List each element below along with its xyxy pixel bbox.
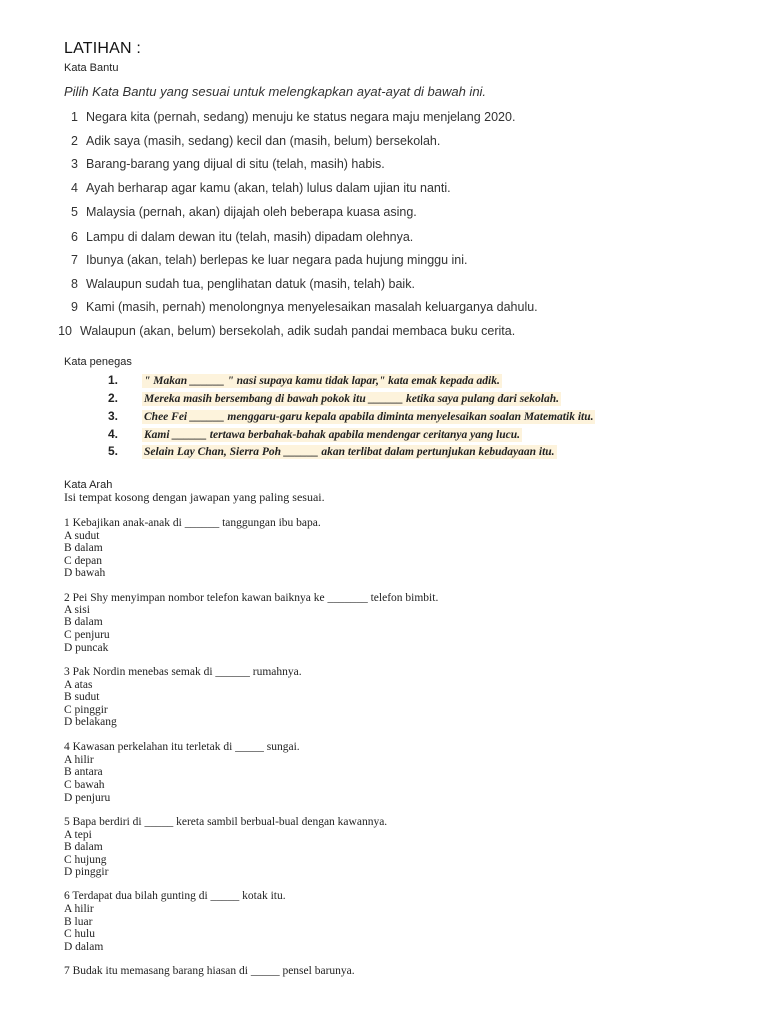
item-text: Mereka masih bersembang di bawah pokok itu ______ ketika saya pulang dari sekolah. <box>144 393 559 405</box>
question-4: 4 Kawasan perkelahan itu terletak di _____ sungai. <box>64 741 300 753</box>
item-number: 8 <box>71 277 78 291</box>
option-a: A atas <box>64 679 93 691</box>
option-d: D puncak <box>64 642 109 654</box>
option-b: B dalam <box>64 841 103 853</box>
item-text: Selain Lay Chan, Sierra Poh ______ akan terlibat dalam pertunjukan kebudayaan itu. <box>144 446 555 458</box>
option-b: B dalam <box>64 542 103 554</box>
item-number: 4 <box>71 181 78 195</box>
option-b: B antara <box>64 766 103 778</box>
option-c: C penjuru <box>64 629 110 641</box>
section-heading-kata-arah: Kata Arah <box>64 479 113 491</box>
item-text: Chee Fei ______ menggaru-garu kepala apabila diminta menyelesaikan soalan Matematik itu. <box>144 411 594 423</box>
item-text: Ayah berharap agar kamu (akan, telah) lulus dalam ujian itu nanti. <box>86 181 451 195</box>
list-item <box>108 427 522 441</box>
item-number: 2 <box>71 134 78 148</box>
item-number: 3 <box>71 157 78 171</box>
option-a: A hilir <box>64 754 94 766</box>
list-item <box>46 134 440 148</box>
item-number: 9 <box>71 300 78 314</box>
option-d: D dalam <box>64 941 104 953</box>
option-c: C hujung <box>64 854 107 866</box>
list-item <box>108 444 557 458</box>
list-item <box>46 277 415 291</box>
item-number: 6 <box>71 230 78 244</box>
list-item <box>40 324 515 338</box>
item-text: Kami ______ tertawa berbahak-bahak apabila mendengar ceritanya yang lucu. <box>144 429 521 441</box>
list-item <box>46 157 385 171</box>
list-item <box>108 391 561 405</box>
list-item <box>46 300 538 314</box>
option-b: B dalam <box>64 616 103 628</box>
option-a: A sisi <box>64 604 90 616</box>
question-2: 2 Pei Shy menyimpan nombor telefon kawan baiknya ke _______ telefon bimbit. <box>64 592 439 604</box>
item-number: 7 <box>71 253 78 267</box>
option-a: A hilir <box>64 903 94 915</box>
item-text: Adik saya (masih, sedang) kecil dan (masih, belum) bersekolah. <box>86 134 441 148</box>
instruction-kata-bantu: Pilih Kata Bantu yang sesuai untuk melengkapkan ayat-ayat di bawah ini. <box>64 84 487 99</box>
option-d: D penjuru <box>64 792 111 804</box>
option-d: D belakang <box>64 716 117 728</box>
question-3: 3 Pak Nordin menebas semak di ______ rumahnya. <box>64 666 302 678</box>
option-c: C pinggir <box>64 704 108 716</box>
item-text: " Makan ______ " nasi supaya kamu tidak lapar," kata emak kepada adik. <box>144 375 500 387</box>
item-number: 2. <box>108 391 119 405</box>
list-item <box>46 253 468 267</box>
option-a: A tepi <box>64 829 92 841</box>
item-number: 3. <box>108 409 119 423</box>
list-item <box>108 409 595 423</box>
item-text: Ibunya (akan, telah) berlepas ke luar negara pada hujung minggu ini. <box>86 253 468 267</box>
list-item <box>46 205 417 219</box>
item-number: 1. <box>108 373 119 387</box>
item-text: Kami (masih, pernah) menolongnya menyelesaikan masalah keluarganya dahulu. <box>86 300 538 314</box>
item-text: Barang-barang yang dijual di situ (telah, masih) habis. <box>86 157 385 171</box>
item-text: Walaupun (akan, belum) bersekolah, adik sudah pandai membaca buku cerita. <box>80 324 516 338</box>
option-a: A sudut <box>64 530 100 542</box>
question-7: 7 Budak itu memasang barang hiasan di _____ pensel barunya. <box>64 965 355 977</box>
list-item <box>46 110 515 124</box>
question-1: 1 Kebajikan anak-anak di ______ tanggungan ibu bapa. <box>64 517 321 529</box>
option-b: B luar <box>64 916 93 928</box>
option-d: D pinggir <box>64 866 109 878</box>
section-heading-kata-penegas: Kata penegas <box>64 356 132 368</box>
option-c: C bawah <box>64 779 105 791</box>
section-heading-kata-bantu: Kata Bantu <box>64 62 119 74</box>
item-number: 1 <box>71 110 78 124</box>
item-text: Lampu di dalam dewan itu (telah, masih) dipadam olehnya. <box>86 230 414 244</box>
item-text: Walaupun sudah tua, penglihatan datuk (masih, telah) baik. <box>86 277 415 291</box>
list-item <box>46 181 451 195</box>
option-b: B sudut <box>64 691 100 703</box>
option-c: C depan <box>64 555 103 567</box>
item-number: 4. <box>108 427 119 441</box>
item-text: Malaysia (pernah, akan) dijajah oleh beberapa kuasa asing. <box>86 205 417 219</box>
item-text: Negara kita (pernah, sedang) menuju ke status negara maju menjelang 2020. <box>86 110 516 124</box>
item-number: 5 <box>71 205 78 219</box>
instruction-kata-arah: Isi tempat kosong dengan jawapan yang paling sesuai. <box>64 490 325 504</box>
list-item <box>108 373 502 387</box>
option-d: D bawah <box>64 567 106 579</box>
item-number: 10 <box>58 324 72 338</box>
question-6: 6 Terdapat dua bilah gunting di _____ kotak itu. <box>64 890 286 902</box>
item-number: 5. <box>108 444 119 458</box>
question-5: 5 Bapa berdiri di _____ kereta sambil berbual-bual dengan kawannya. <box>64 816 388 828</box>
page-title: LATIHAN : <box>64 40 142 57</box>
option-c: C hulu <box>64 928 95 940</box>
list-item <box>46 230 413 244</box>
